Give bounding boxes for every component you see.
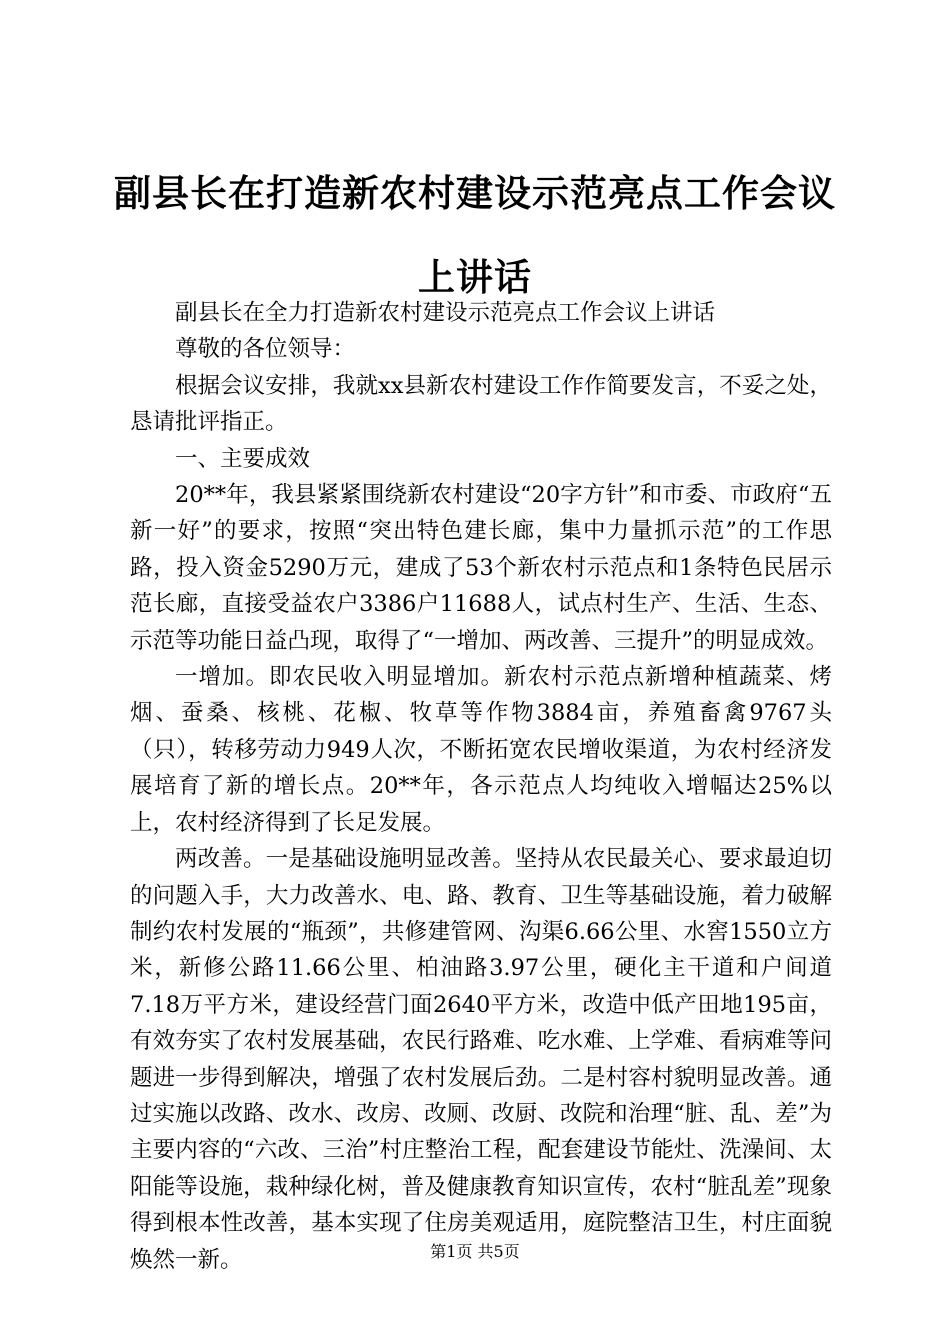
paragraph-intro: 根据会议安排，我就xx县新农村建设工作作简要发言，不妥之处，恳请批评指正。 xyxy=(130,372,832,436)
document-title: 副县长在打造新农村建设示范亮点工作会议上讲话 xyxy=(114,172,836,299)
section-heading: 一、主要成效 xyxy=(175,445,311,472)
page-number: 第1页 共5页 xyxy=(430,1242,520,1261)
paragraph-salutation: 尊敬的各位领导： xyxy=(175,336,356,363)
paragraph-subtitle: 副县长在全力打造新农村建设示范亮点工作会议上讲话 xyxy=(175,300,716,326)
document-body xyxy=(130,295,832,1278)
paragraph-improvements: 两改善。一是基础设施明显改善。坚持从农民最关心、要求最迫切的问题入手，大力改善水、电、路、教育、卫生等基础设施，着力破解制约农村发展的“瓶颈”，共修建管网、沟渠6.66公里、水窖1550立方米，新修公路11.66公里、柏油路3.97公里，硬化主干道和户间道7.18万平方米，建设经营门面2640平方米，改造中低产田地195亩，有效夯实了农村发展基础，农民行路难、吃水难、上学难、看病难等问题进一步得到解决，增强了农村发展后劲。二是村容村貌明显改善。通过实施以改路、改水、改房、改厕、改厨、改院和治理“脏、乱、差”为主要内容的“六改、三治”村庄整治工程，配套建设节能灶、洗澡间、太阳能等设施，栽种绿化树，普及健康教育知识宣传，农村“脏乱差”现象得到根本性改善，基本实现了住房美观适用，庭院整洁卫生，村庄面貌焕然一新。 xyxy=(130,846,832,1273)
paragraph-overview: 20**年，我县紧紧围绕新农村建设“20字方针”和市委、市政府“五新一好”的要求，按照“突出特色建长廊，集中力量抓示范”的工作思路，投入资金5290万元，建成了53个新农村示范点和1条特色民居示范长廊，直接受益农户3386户11688人，试点村生产、生活、生态、示范等功能日益凸现，取得了“一增加、两改善、三提升”的明显成效。 xyxy=(130,482,832,654)
paragraph-income: 一增加。即农民收入明显增加。新农村示范点新增种植蔬菜、烤烟、蚕桑、核桃、花椒、牧草等作物3884亩，养殖畜禽9767头（只），转移劳动力949人次，不断拓宽农民增收渠道，为农村经济发展培育了新的增长点。20**年，各示范点人均纯收入增幅达25%以上，农村经济得到了长足发展。 xyxy=(130,664,832,836)
